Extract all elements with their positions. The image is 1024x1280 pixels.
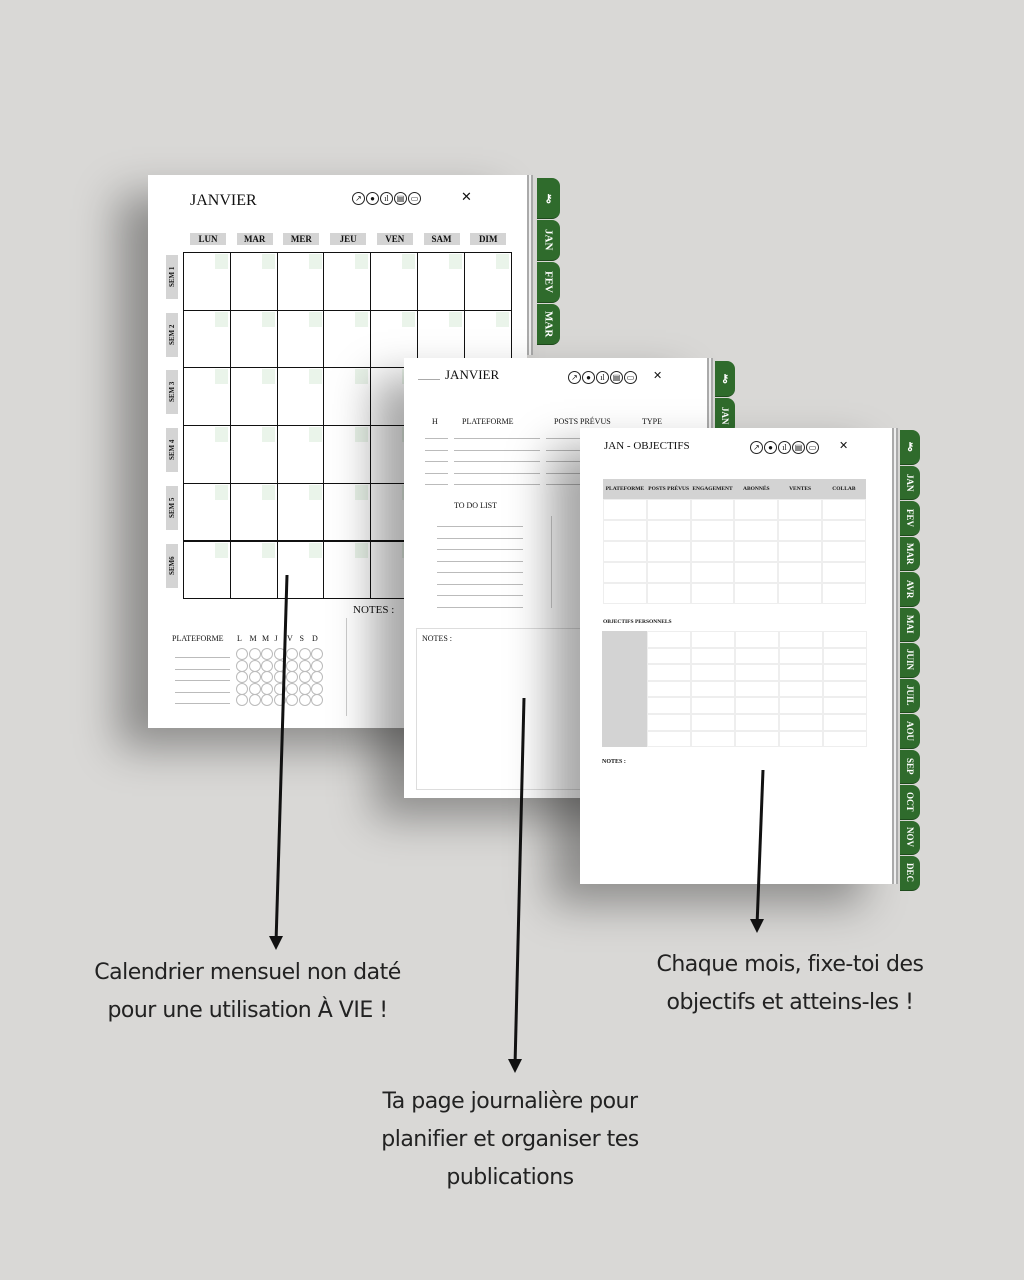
col-type: TYPE bbox=[642, 417, 662, 426]
arrow-icon[interactable]: ↗ bbox=[352, 192, 365, 205]
chart-icon[interactable]: ıl bbox=[380, 192, 393, 205]
notes-label: NOTES : bbox=[422, 634, 452, 643]
habit-day-label: M bbox=[262, 634, 270, 643]
month-tab[interactable]: DEC bbox=[900, 856, 920, 891]
goals-header: VENTES bbox=[778, 479, 822, 499]
day-header: DIM bbox=[470, 233, 506, 245]
month-tab[interactable]: OCT bbox=[900, 785, 920, 820]
day-header: MER bbox=[283, 233, 319, 245]
lightbulb-icon[interactable]: ● bbox=[366, 192, 379, 205]
goals-header: COLLAB bbox=[822, 479, 866, 499]
document-icon[interactable]: ▤ bbox=[610, 371, 623, 384]
arrowhead bbox=[508, 1059, 522, 1073]
habit-day-label: V bbox=[287, 634, 293, 643]
arrow-icon[interactable]: ↗ bbox=[750, 441, 763, 454]
notes-label: NOTES : bbox=[602, 759, 626, 765]
platform-label: PLATEFORME bbox=[172, 634, 224, 643]
habit-day-label: M bbox=[249, 634, 257, 643]
goals-title: JAN - OBJECTIFS bbox=[604, 440, 690, 452]
habit-day-label: S bbox=[299, 634, 304, 643]
week-label: SEM6 bbox=[166, 544, 178, 588]
habit-day-label: L bbox=[237, 634, 242, 643]
daily-title: JANVIER bbox=[445, 367, 500, 382]
arrow-goals bbox=[757, 770, 763, 926]
key-icon[interactable]: ⚷ bbox=[537, 178, 560, 219]
arrowhead bbox=[750, 919, 764, 933]
col-hour: H bbox=[432, 417, 438, 426]
month-tab[interactable]: NOV bbox=[900, 821, 920, 856]
day-header: SAM bbox=[424, 233, 460, 245]
notes-label: NOTES : bbox=[353, 604, 395, 616]
month-tab[interactable]: MAI bbox=[900, 608, 920, 643]
week-label: SEM 4 bbox=[166, 428, 178, 472]
month-tab[interactable]: MAR bbox=[900, 537, 920, 572]
month-tab[interactable]: AOU bbox=[900, 714, 920, 749]
close-icon[interactable]: ✕ bbox=[461, 190, 472, 205]
month-tab[interactable]: MAR bbox=[537, 304, 560, 345]
caption-calendar: Calendrier mensuel non daté pour une utilisation À VIE ! bbox=[94, 960, 401, 1023]
week-label: SEM 5 bbox=[166, 486, 178, 530]
camera-icon[interactable]: ▭ bbox=[806, 441, 819, 454]
col-posts: POSTS PRÉVUS bbox=[554, 417, 611, 426]
arrowhead bbox=[269, 936, 283, 950]
month-tab[interactable]: SEP bbox=[900, 750, 920, 785]
chart-icon[interactable]: ıl bbox=[596, 371, 609, 384]
week-label: SEM 3 bbox=[166, 370, 178, 414]
close-icon[interactable]: ✕ bbox=[653, 369, 663, 382]
goals-header: POSTS PRÉVUS bbox=[647, 479, 691, 499]
month-tab[interactable]: AVR bbox=[900, 572, 920, 607]
habit-day-label: D bbox=[312, 634, 318, 643]
month-tab[interactable]: JUIN bbox=[900, 643, 920, 678]
day-header: JEU bbox=[330, 233, 366, 245]
camera-icon[interactable]: ▭ bbox=[408, 192, 421, 205]
goals-header: ENGAGEMENT bbox=[691, 479, 735, 499]
goals-header: ABONNÉS bbox=[734, 479, 778, 499]
month-tab[interactable]: JAN bbox=[537, 220, 560, 261]
lightbulb-icon[interactable]: ● bbox=[582, 371, 595, 384]
todo-label: TO DO LIST bbox=[454, 501, 497, 510]
week-label: SEM 2 bbox=[166, 313, 178, 357]
personal-goals-label: OBJECTIFS PERSONNELS bbox=[603, 619, 672, 625]
week-label: SEM 1 bbox=[166, 255, 178, 299]
month-tab[interactable]: FEV bbox=[537, 262, 560, 303]
camera-icon[interactable]: ▭ bbox=[624, 371, 637, 384]
month-tab[interactable]: FEV bbox=[900, 501, 920, 536]
chart-icon[interactable]: ıl bbox=[778, 441, 791, 454]
col-platform: PLATEFORME bbox=[462, 417, 514, 426]
key-icon[interactable]: ⚷ bbox=[715, 361, 735, 397]
document-icon[interactable]: ▤ bbox=[792, 441, 805, 454]
key-icon[interactable]: ⚷ bbox=[900, 430, 920, 465]
day-header: MAR bbox=[237, 233, 273, 245]
goals-header: PLATEFORME bbox=[603, 479, 647, 499]
day-header: LUN bbox=[190, 233, 226, 245]
document-icon[interactable]: ▤ bbox=[394, 192, 407, 205]
month-tab[interactable]: JAN bbox=[900, 466, 920, 501]
day-header: VEN bbox=[377, 233, 413, 245]
arrow-calendar bbox=[276, 575, 287, 943]
month-tab[interactable]: JUIL bbox=[900, 679, 920, 714]
calendar-title: JANVIER bbox=[190, 192, 257, 209]
caption-goals: Chaque mois, fixe-toi des objectifs et atteins-les ! bbox=[656, 952, 924, 1015]
habit-day-label: J bbox=[274, 634, 278, 643]
close-icon[interactable]: ✕ bbox=[839, 439, 849, 452]
arrow-icon[interactable]: ↗ bbox=[568, 371, 581, 384]
arrow-daily bbox=[515, 698, 524, 1066]
caption-daily: Ta page journalière pour planifier et organiser tes publications bbox=[381, 1089, 639, 1190]
lightbulb-icon[interactable]: ● bbox=[764, 441, 777, 454]
month-tab[interactable]: JAN bbox=[715, 398, 735, 434]
